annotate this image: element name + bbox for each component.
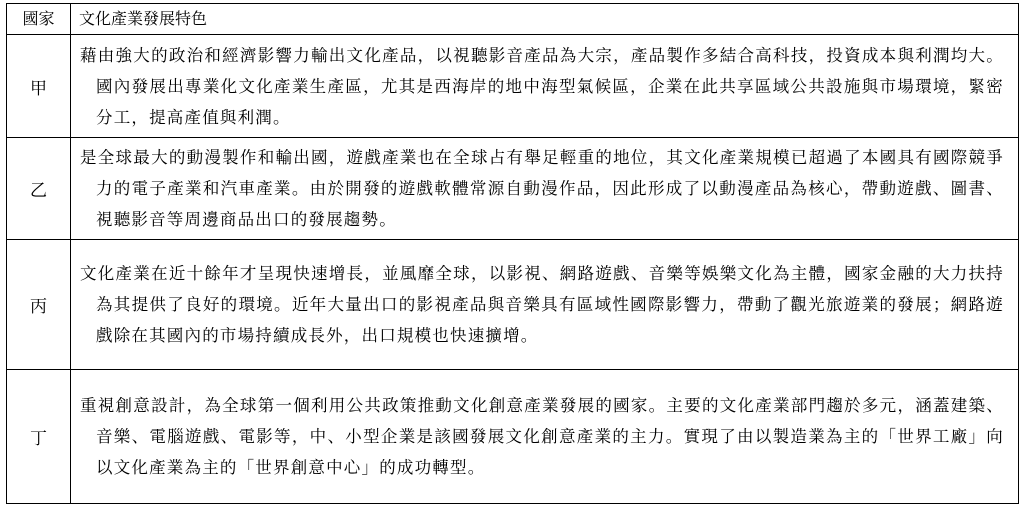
country-cell: 丁 <box>7 370 71 504</box>
country-culture-industry-table <box>6 3 1019 504</box>
country-cell: 甲 <box>7 35 71 138</box>
country-cell: 乙 <box>7 138 71 240</box>
table-row <box>7 138 1019 240</box>
feature-cell: 藉由強大的政治和經濟影響力輸出文化產品，以視聽影音產品為大宗，產品製作多結合高科技，投資成本與利潤均大。國內發展出專業化文化產業生產區，尤其是西海岸的地中海型氣候區，企業在此共享區域公共設施與市場環境，緊密分工，提高產值與利潤。 <box>71 35 1019 138</box>
table-row <box>7 370 1019 504</box>
table-row <box>7 35 1019 138</box>
country-cell: 丙 <box>7 240 71 370</box>
table-row <box>7 240 1019 370</box>
table-header-row <box>7 4 1019 35</box>
feature-cell: 重視創意設計，為全球第一個利用公共政策推動文化創意產業發展的國家。主要的文化產業部門趨於多元，涵蓋建築、音樂、電腦遊戲、電影等，中、小型企業是該國發展文化創意產業的主力。實現了由以製造業為主的「世界工廠」向以文化產業為主的「世界創意中心」的成功轉型。 <box>71 370 1019 504</box>
header-feature: 文化產業發展特色 <box>71 4 1019 35</box>
header-country: 國家 <box>7 4 71 35</box>
feature-cell: 文化產業在近十餘年才呈現快速增長，並風靡全球，以影視、網路遊戲、音樂等娛樂文化為主體，國家金融的大力扶持為其提供了良好的環境。近年大量出口的影視產品與音樂具有區域性國際影響力，帶動了觀光旅遊業的發展；網路遊戲除在其國內的市場持續成長外，出口規模也快速擴增。 <box>71 240 1019 370</box>
feature-cell: 是全球最大的動漫製作和輸出國，遊戲產業也在全球占有舉足輕重的地位，其文化產業規模已超過了本國具有國際競爭力的電子產業和汽車產業。由於開發的遊戲軟體常源自動漫作品，因此形成了以動漫產品為核心，帶動遊戲、圖書、視聽影音等周邊商品出口的發展趨勢。 <box>71 138 1019 240</box>
